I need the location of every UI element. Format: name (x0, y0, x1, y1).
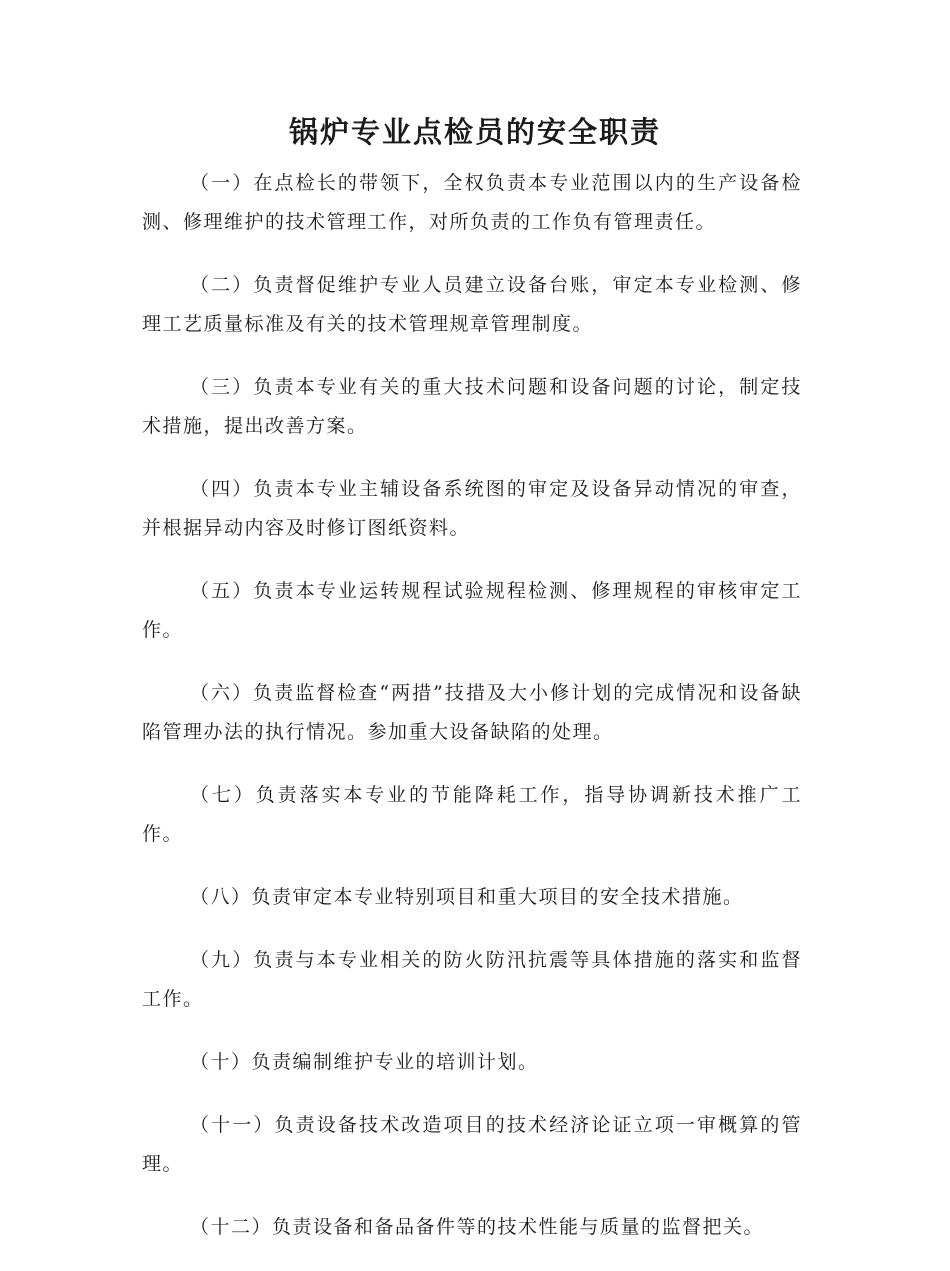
paragraph-12: （十二）负责设备和备品备件等的技术性能与质量的监督把关。 (190, 1216, 765, 1238)
paragraph-4: （四）负责本专业主辅设备系统图的审定及设备异动情况的审查，并根据异动内容及时修订图纸资料。 (142, 478, 802, 539)
paragraph-11: （十一）负责设备技术改造项目的技术经济论证立项一审概算的管理。 (142, 1114, 802, 1175)
paragraph-9: （九）负责与本专业相关的防火防汛抗震等具体措施的落实和监督工作。 (142, 949, 802, 1010)
document-body (142, 164, 802, 1271)
paragraph-8: （八）负责审定本专业特别项目和重大项目的安全技术措施。 (190, 886, 744, 908)
paragraph-10: （十）负责编制维护专业的培训计划。 (190, 1051, 539, 1073)
document-title: 锅炉专业点检员的安全职责 (288, 115, 661, 149)
paragraph-5: （五）负责本专业运转规程试验规程检测、修理规程的审核审定工作。 (142, 580, 802, 641)
paragraph-2: （二）负责督促维护专业人员建立设备台账，审定本专业检测、修理工艺质量标准及有关的技术管理规章管理制度。 (142, 274, 802, 335)
paragraph-7: （七）负责落实本专业的节能降耗工作，指导协调新技术推广工作。 (142, 784, 802, 845)
paragraph-1: （一）在点检长的带领下，全权负责本专业范围以内的生产设备检测、修理维护的技术管理工作，对所负责的工作负有管理责任。 (142, 172, 802, 233)
paragraph-6: （六）负责监督检查“两措”技措及大小修计划的完成情况和设备缺陷管理办法的执行情况。参加重大设备缺陷的处理。 (142, 682, 802, 743)
paragraph-3: （三）负责本专业有关的重大技术问题和设备问题的讨论，制定技术措施，提出改善方案。 (142, 376, 802, 437)
